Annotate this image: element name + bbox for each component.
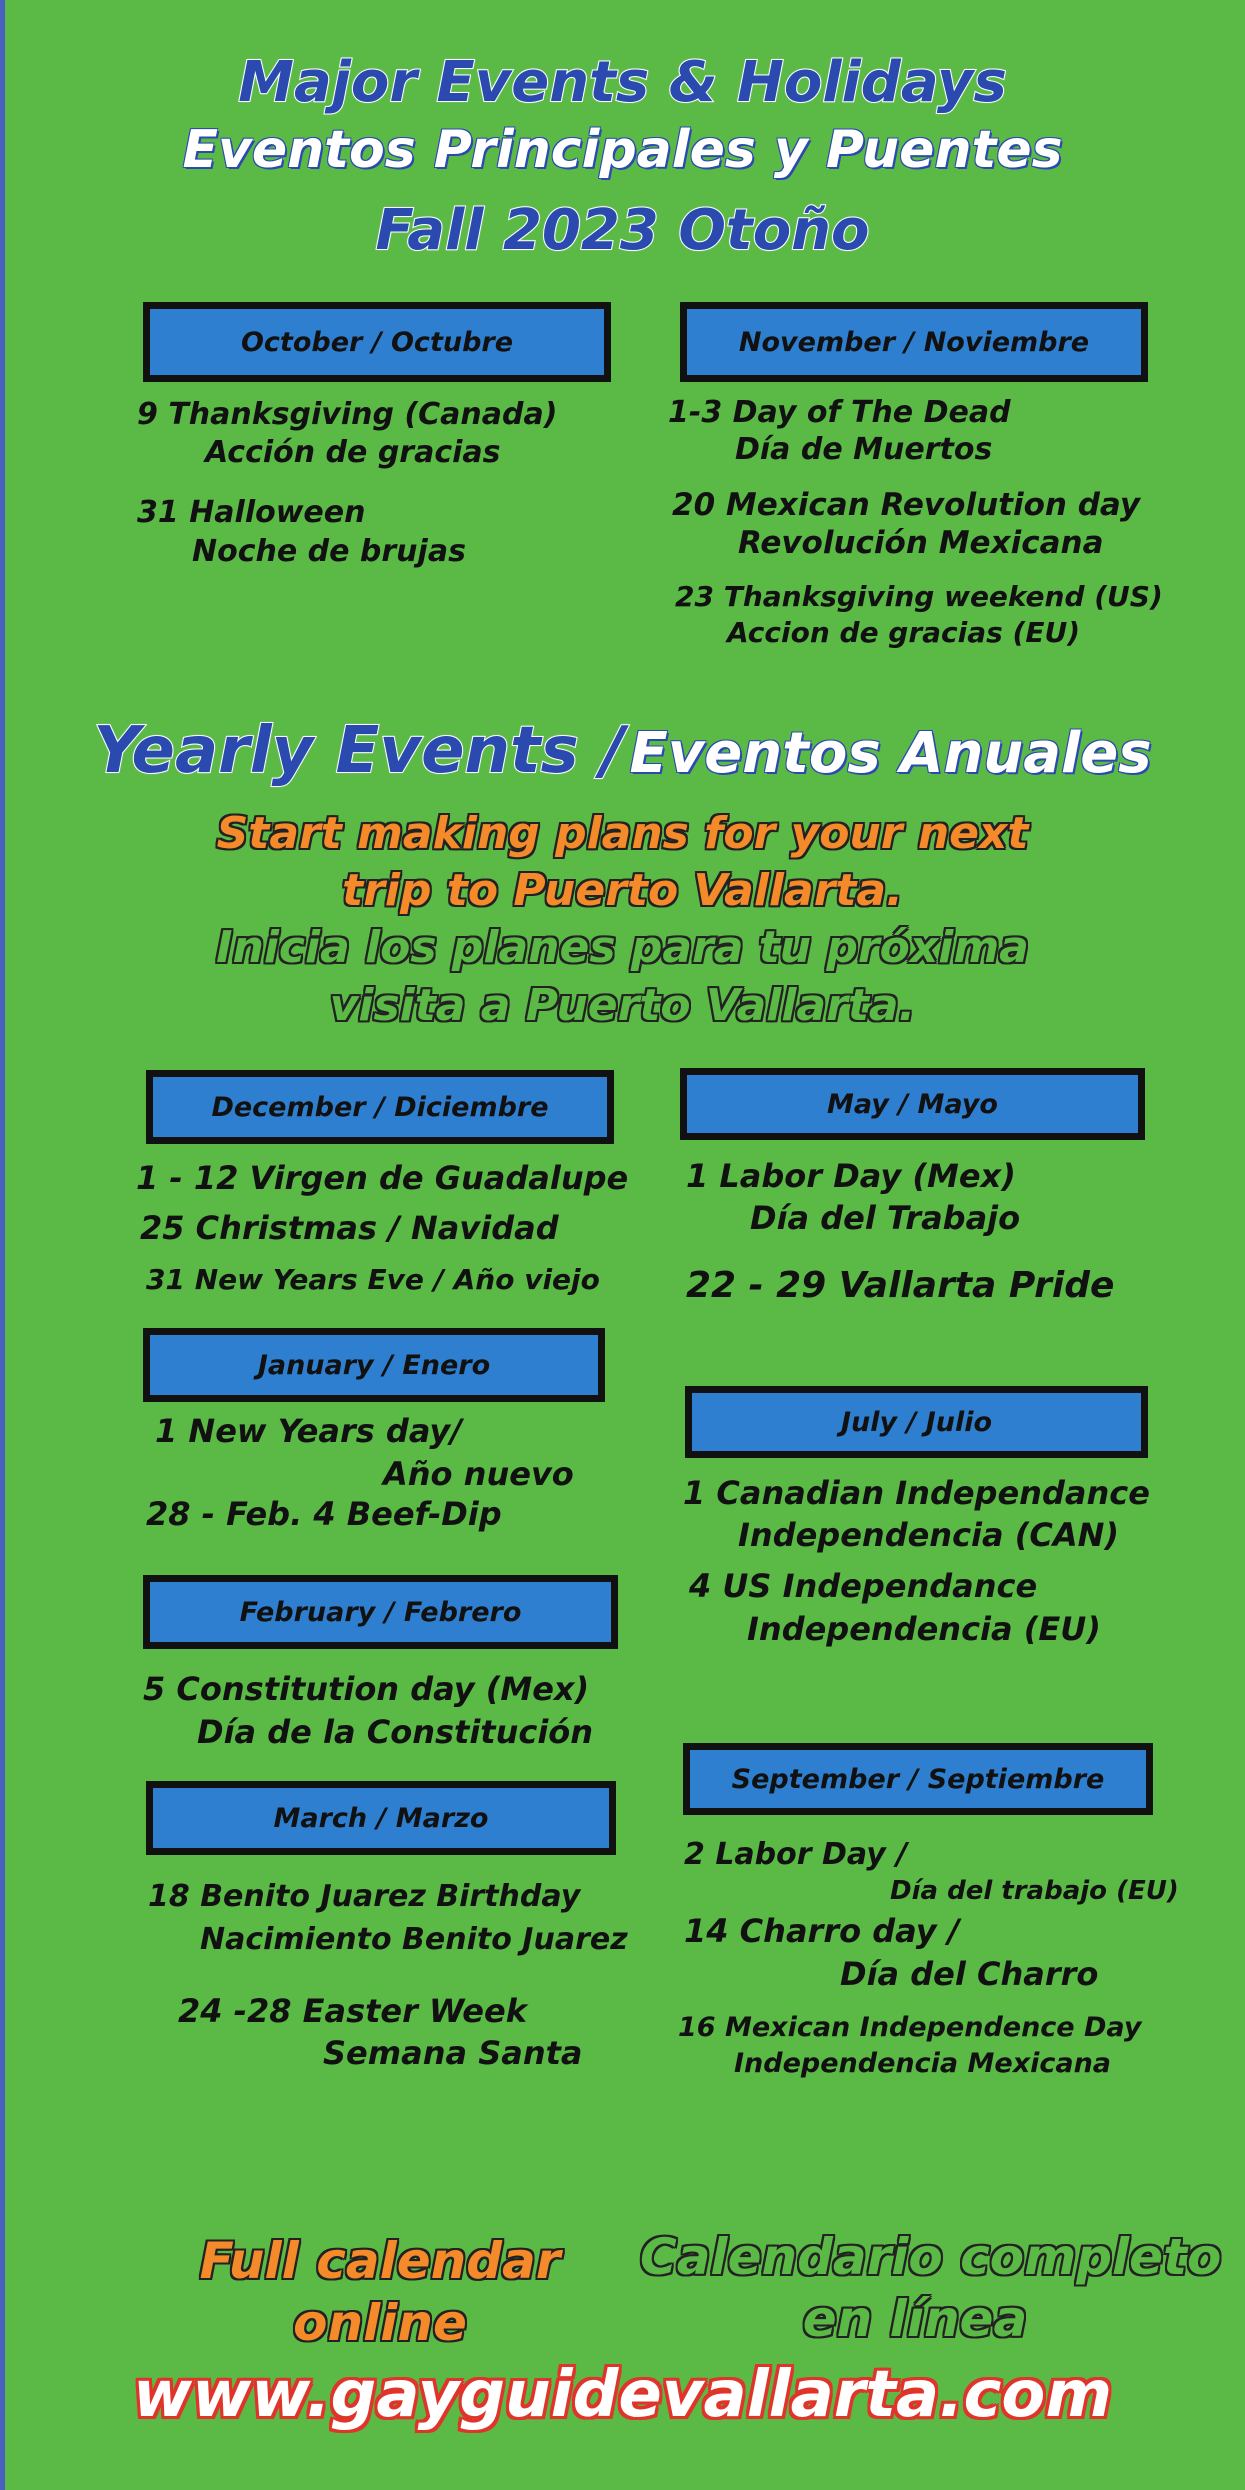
full-calendar-en-line-2: online xyxy=(293,2294,467,2352)
event-november-revolution: 20 Mexican Revolution day xyxy=(672,487,1141,523)
event-september-independence: 16 Mexican Independence Day xyxy=(678,2012,1142,2043)
month-header-july xyxy=(685,1386,1148,1458)
month-label: May / Mayo xyxy=(827,1088,998,1120)
yearly-events-heading xyxy=(0,714,1245,788)
event-december-new-years-eve: 31 New Years Eve / Año viejo xyxy=(146,1263,600,1296)
event-january-new-years-day-es: Año nuevo xyxy=(383,1455,574,1493)
month-label: December / Diciembre xyxy=(211,1091,549,1123)
event-february-constitution: 5 Constitution day (Mex) xyxy=(143,1670,590,1708)
event-september-labor-day-es: Día del trabajo (EU) xyxy=(890,1876,1179,1906)
event-november-revolution-es: Revolución Mexicana xyxy=(738,525,1104,561)
month-label: September / Septiembre xyxy=(731,1763,1105,1795)
event-november-thanksgiving-es: Accion de gracias (EU) xyxy=(727,616,1081,649)
website-link[interactable]: www.gayguidevallarta.com xyxy=(132,2358,1113,2432)
event-january-beef-dip: 28 - Feb. 4 Beef-Dip xyxy=(146,1495,502,1533)
event-september-charro: 14 Charro day / xyxy=(684,1912,960,1950)
event-september-charro-es: Día del Charro xyxy=(840,1955,1099,1993)
event-october-halloween: 31 Halloween xyxy=(137,495,366,530)
left-edge-bar xyxy=(0,0,5,2490)
event-july-us-es: Independencia (EU) xyxy=(747,1610,1101,1648)
event-october-halloween-es: Noche de brujas xyxy=(192,534,466,569)
month-header-december xyxy=(146,1070,614,1144)
event-may-labor-day: 1 Labor Day (Mex) xyxy=(686,1157,1016,1195)
event-october-thanksgiving: 9 Thanksgiving (Canada) xyxy=(137,397,558,432)
event-may-vallarta-pride: 22 - 29 Vallarta Pride xyxy=(686,1265,1115,1306)
month-header-september xyxy=(683,1743,1153,1815)
page-title: Major Events & Holidays xyxy=(238,50,1007,115)
page-subtitle: Eventos Principales y Puentes xyxy=(182,120,1063,180)
full-calendar-es-line-2: en línea xyxy=(802,2290,1028,2348)
event-march-easter: 24 -28 Easter Week xyxy=(178,1992,527,2030)
month-label: November / Noviembre xyxy=(738,326,1090,358)
promo-en-line-2: trip to Puerto Vallarta. xyxy=(342,865,903,916)
month-label: February / Febrero xyxy=(239,1596,522,1628)
season-title: Fall 2023 Otoño xyxy=(375,198,870,263)
yearly-title-en: Yearly Events / xyxy=(93,714,625,788)
month-label: January / Enero xyxy=(257,1349,491,1381)
month-label: March / Marzo xyxy=(273,1802,489,1834)
month-header-may xyxy=(680,1068,1145,1140)
promo-es-line-1: Inicia los planes para tu próxima xyxy=(216,922,1029,973)
event-october-thanksgiving-es: Acción de gracias xyxy=(205,435,501,470)
event-july-us: 4 US Independance xyxy=(689,1567,1038,1605)
month-header-march xyxy=(146,1781,616,1855)
event-september-labor-day: 2 Labor Day / xyxy=(684,1837,908,1872)
full-calendar-es-line-1: Calendario completo xyxy=(640,2228,1222,2286)
event-november-day-of-dead-es: Día de Muertos xyxy=(735,432,993,467)
month-header-january xyxy=(143,1328,605,1402)
event-september-independence-es: Independencia Mexicana xyxy=(734,2048,1112,2079)
event-may-labor-day-es: Día del Trabajo xyxy=(750,1199,1021,1237)
month-label: July / Julio xyxy=(840,1406,993,1438)
event-november-thanksgiving: 23 Thanksgiving weekend (US) xyxy=(675,580,1163,613)
event-february-constitution-es: Día de la Constitución xyxy=(197,1713,594,1751)
event-july-canada: 1 Canadian Independance xyxy=(683,1474,1150,1512)
event-march-easter-es: Semana Santa xyxy=(323,2034,583,2072)
promo-en-line-1: Start making plans for your next xyxy=(216,808,1029,859)
month-header-february xyxy=(143,1575,618,1649)
event-december-christmas: 25 Christmas / Navidad xyxy=(140,1209,559,1247)
month-header-november xyxy=(680,302,1148,382)
event-july-canada-es: Independencia (CAN) xyxy=(738,1516,1120,1554)
full-calendar-en-line-1: Full calendar xyxy=(199,2232,561,2290)
event-march-juarez: 18 Benito Juarez Birthday xyxy=(148,1879,581,1914)
month-header-october xyxy=(143,302,611,382)
month-label: October / Octubre xyxy=(240,326,514,358)
promo-es-line-2: visita a Puerto Vallarta. xyxy=(329,980,916,1031)
event-march-juarez-es: Nacimiento Benito Juarez xyxy=(200,1922,628,1957)
event-november-day-of-dead: 1-3 Day of The Dead xyxy=(668,395,1011,430)
event-january-new-years-day: 1 New Years day/ xyxy=(155,1412,462,1450)
event-december-guadalupe: 1 - 12 Virgen de Guadalupe xyxy=(136,1159,629,1197)
yearly-title-es: Eventos Anuales xyxy=(629,721,1152,786)
